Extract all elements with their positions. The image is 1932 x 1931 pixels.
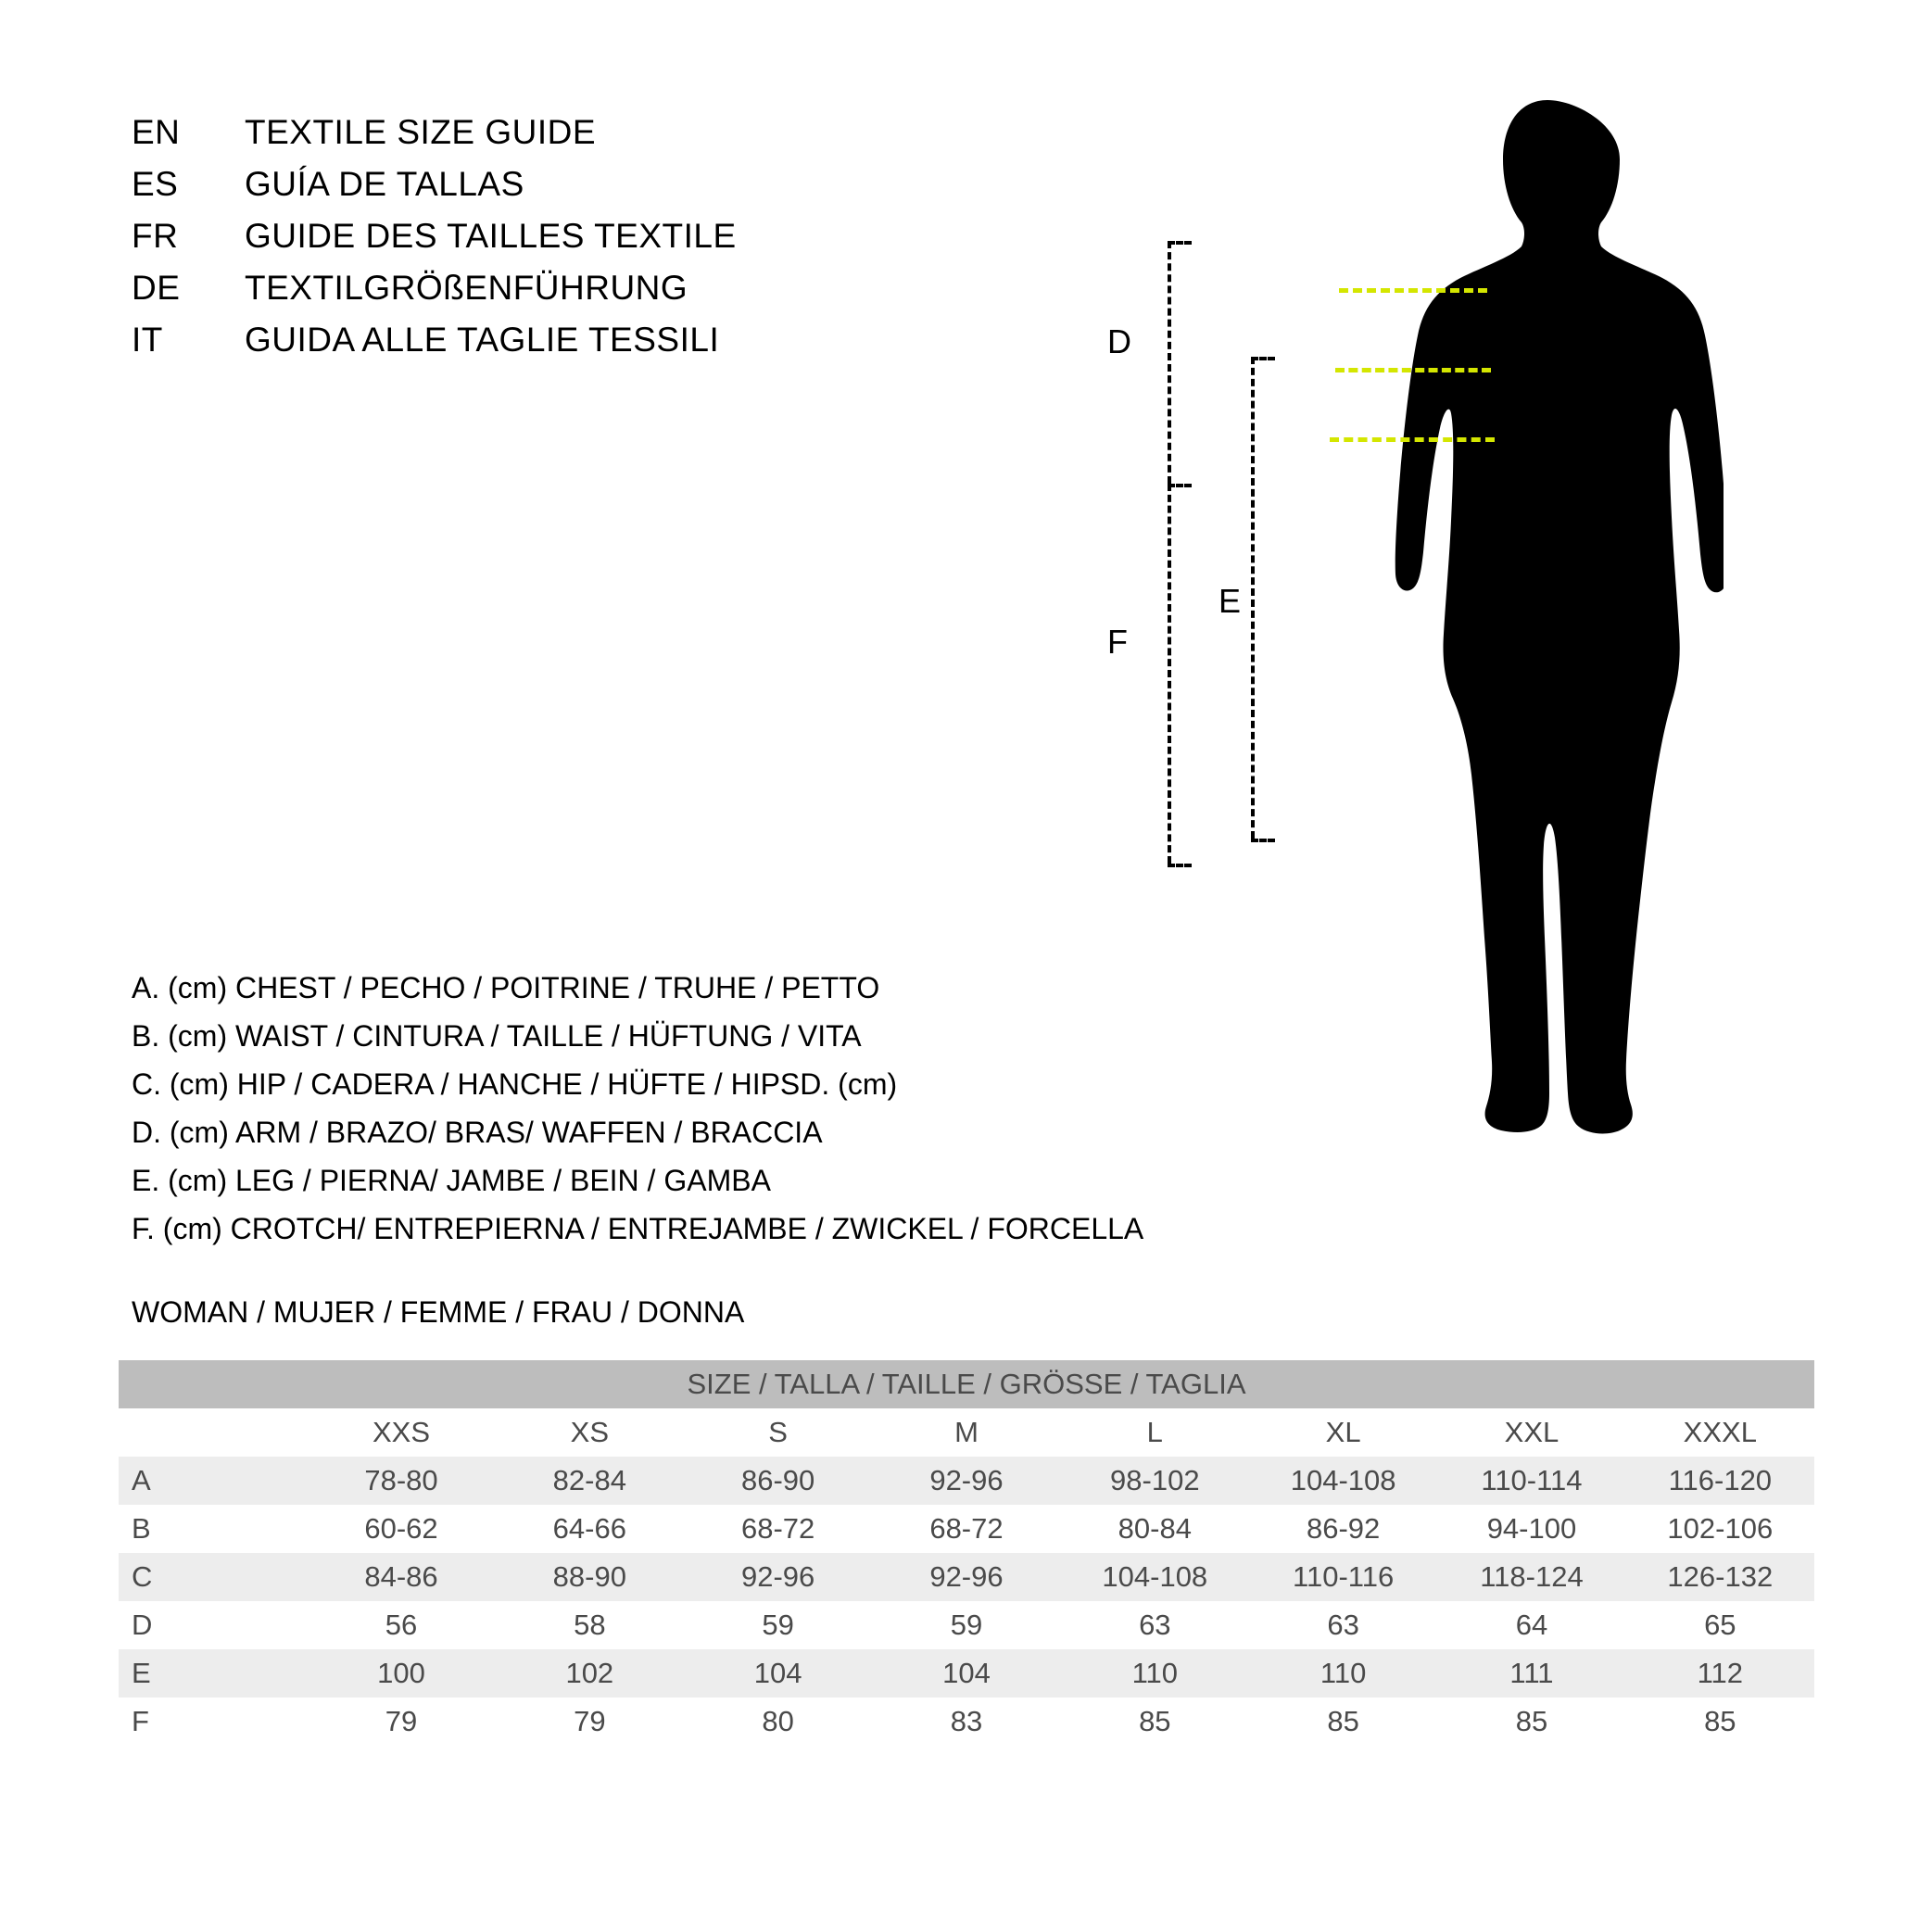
- cell: 59: [872, 1601, 1060, 1649]
- language-row: [132, 113, 966, 165]
- cell: 64-66: [496, 1505, 684, 1553]
- table-header-label: SIZE / TALLA / TAILLE / GRÖSSE / TAGLIA: [687, 1368, 1246, 1400]
- legend-item-e: E. (cm) LEG / PIERNA/ JAMBE / BEIN / GAMBA: [132, 1164, 771, 1197]
- cell: 80: [684, 1698, 872, 1746]
- arm-brace-line: [1168, 241, 1171, 484]
- size-col-xxs: XXS: [307, 1408, 495, 1457]
- cell: 63: [1249, 1601, 1437, 1649]
- language-label: GUÍA DE TALLAS: [245, 165, 524, 203]
- language-label: GUIDA ALLE TAGLIE TESSILI: [245, 321, 720, 359]
- table-row: [119, 1649, 1814, 1698]
- cell: 126-132: [1626, 1553, 1814, 1601]
- size-col-xxxl: XXXL: [1626, 1408, 1814, 1457]
- cell: 86-92: [1249, 1505, 1437, 1553]
- language-title-block: [132, 113, 966, 372]
- cell: 94-100: [1437, 1505, 1625, 1553]
- waist-leader-line: [1496, 368, 1549, 372]
- marker-c: C: [1566, 418, 1590, 456]
- cell: 79: [496, 1698, 684, 1746]
- chest-leader-line: [1492, 288, 1549, 292]
- cell: 78-80: [307, 1457, 495, 1505]
- cell: 68-72: [872, 1505, 1060, 1553]
- table-header-banner: [119, 1360, 1814, 1408]
- cell: 92-96: [684, 1553, 872, 1601]
- legend-item-f: F. (cm) CROTCH/ ENTREPIERNA / ENTREJAMBE / ZWICKEL / FORCELLA: [132, 1212, 1144, 1245]
- measurement-legend: [132, 964, 1206, 1253]
- waist-measure-line: [1335, 368, 1491, 372]
- cell: 112: [1626, 1649, 1814, 1698]
- row-key: F: [119, 1698, 307, 1746]
- leg-brace-top-tick: [1251, 357, 1275, 360]
- cell: 64: [1437, 1601, 1625, 1649]
- cell: 85: [1061, 1698, 1249, 1746]
- cell: 110: [1249, 1649, 1437, 1698]
- size-col-xs: XS: [496, 1408, 684, 1457]
- cell: 102-106: [1626, 1505, 1814, 1553]
- cell: 83: [872, 1698, 1060, 1746]
- language-label: TEXTILE SIZE GUIDE: [245, 113, 597, 151]
- language-label: GUIDE DES TAILLES TEXTILE: [245, 217, 737, 255]
- cell: 110-114: [1437, 1457, 1625, 1505]
- language-row: [132, 217, 966, 269]
- row-key-blank: [119, 1408, 307, 1457]
- row-key: D: [119, 1601, 307, 1649]
- size-col-xxl: XXL: [1437, 1408, 1625, 1457]
- size-table: [119, 1360, 1814, 1746]
- crotch-brace-bottom-tick: [1168, 864, 1192, 867]
- row-key: A: [119, 1457, 307, 1505]
- cell: 82-84: [496, 1457, 684, 1505]
- leg-brace-line: [1251, 357, 1255, 839]
- cell: 104: [872, 1649, 1060, 1698]
- table-row: [119, 1505, 1814, 1553]
- cell: 92-96: [872, 1457, 1060, 1505]
- body-measurement-diagram: [1107, 74, 1900, 1186]
- language-code: EN: [132, 113, 181, 151]
- cell: 80-84: [1061, 1505, 1249, 1553]
- cell: 111: [1437, 1649, 1625, 1698]
- cell: 65: [1626, 1601, 1814, 1649]
- marker-d: D: [1107, 322, 1131, 360]
- table-row: [119, 1601, 1814, 1649]
- language-label: TEXTILGRÖßENFÜHRUNG: [245, 269, 688, 307]
- cell: 84-86: [307, 1553, 495, 1601]
- marker-b: B: [1566, 348, 1589, 386]
- cell: 60-62: [307, 1505, 495, 1553]
- marker-f: F: [1107, 623, 1128, 661]
- cell: 85: [1249, 1698, 1437, 1746]
- cell: 104: [684, 1649, 872, 1698]
- crotch-brace-line: [1168, 484, 1171, 864]
- table-row: [119, 1457, 1814, 1505]
- legend-item-d: D. (cm) ARM / BRAZO/ BRAS/ WAFFEN / BRACCIA: [132, 1116, 823, 1149]
- cell: 85: [1437, 1698, 1625, 1746]
- size-table-wrapper: [119, 1360, 1814, 1746]
- size-col-l: L: [1061, 1408, 1249, 1457]
- cell: 63: [1061, 1601, 1249, 1649]
- legend-item-a: A. (cm) CHEST / PECHO / POITRINE / TRUHE / PETTO: [132, 971, 880, 1004]
- cell: 100: [307, 1649, 495, 1698]
- row-key: C: [119, 1553, 307, 1601]
- leg-brace-bottom-tick: [1251, 839, 1275, 842]
- size-col-s: S: [684, 1408, 872, 1457]
- legend-item-c: C. (cm) HIP / CADERA / HANCHE / HÜFTE / HIPSD. (cm): [132, 1067, 898, 1101]
- cell: 110-116: [1249, 1553, 1437, 1601]
- language-row: [132, 321, 966, 372]
- cell: 86-90: [684, 1457, 872, 1505]
- marker-e: E: [1219, 582, 1242, 620]
- marker-a: A: [1566, 268, 1589, 306]
- language-code: DE: [132, 269, 181, 307]
- table-row-sizes: [119, 1408, 1814, 1457]
- row-key: B: [119, 1505, 307, 1553]
- cell: 98-102: [1061, 1457, 1249, 1505]
- chest-measure-line: [1339, 288, 1487, 293]
- cell: 88-90: [496, 1553, 684, 1601]
- table-row: [119, 1553, 1814, 1601]
- language-code: ES: [132, 165, 179, 203]
- cell: 68-72: [684, 1505, 872, 1553]
- cell: 92-96: [872, 1553, 1060, 1601]
- cell: 79: [307, 1698, 495, 1746]
- cell: 58: [496, 1601, 684, 1649]
- hip-measure-line: [1330, 437, 1495, 442]
- table-row: [119, 1698, 1814, 1746]
- language-code: FR: [132, 217, 179, 255]
- language-row: [132, 165, 966, 217]
- arm-brace-top-tick: [1168, 241, 1192, 245]
- cell: 110: [1061, 1649, 1249, 1698]
- size-col-xl: XL: [1249, 1408, 1437, 1457]
- cell: 118-124: [1437, 1553, 1625, 1601]
- size-col-m: M: [872, 1408, 1060, 1457]
- hip-leader-line: [1499, 437, 1549, 441]
- cell: 102: [496, 1649, 684, 1698]
- group-label: WOMAN / MUJER / FEMME / FRAU / DONNA: [132, 1295, 745, 1329]
- woman-silhouette-icon: [1371, 93, 1724, 1186]
- cell: 104-108: [1249, 1457, 1437, 1505]
- legend-item-b: B. (cm) WAIST / CINTURA / TAILLE / HÜFTUNG / VITA: [132, 1019, 862, 1053]
- language-row: [132, 269, 966, 321]
- cell: 56: [307, 1601, 495, 1649]
- cell: 104-108: [1061, 1553, 1249, 1601]
- cell: 59: [684, 1601, 872, 1649]
- cell: 85: [1626, 1698, 1814, 1746]
- language-code: IT: [132, 321, 163, 359]
- cell: 116-120: [1626, 1457, 1814, 1505]
- row-key: E: [119, 1649, 307, 1698]
